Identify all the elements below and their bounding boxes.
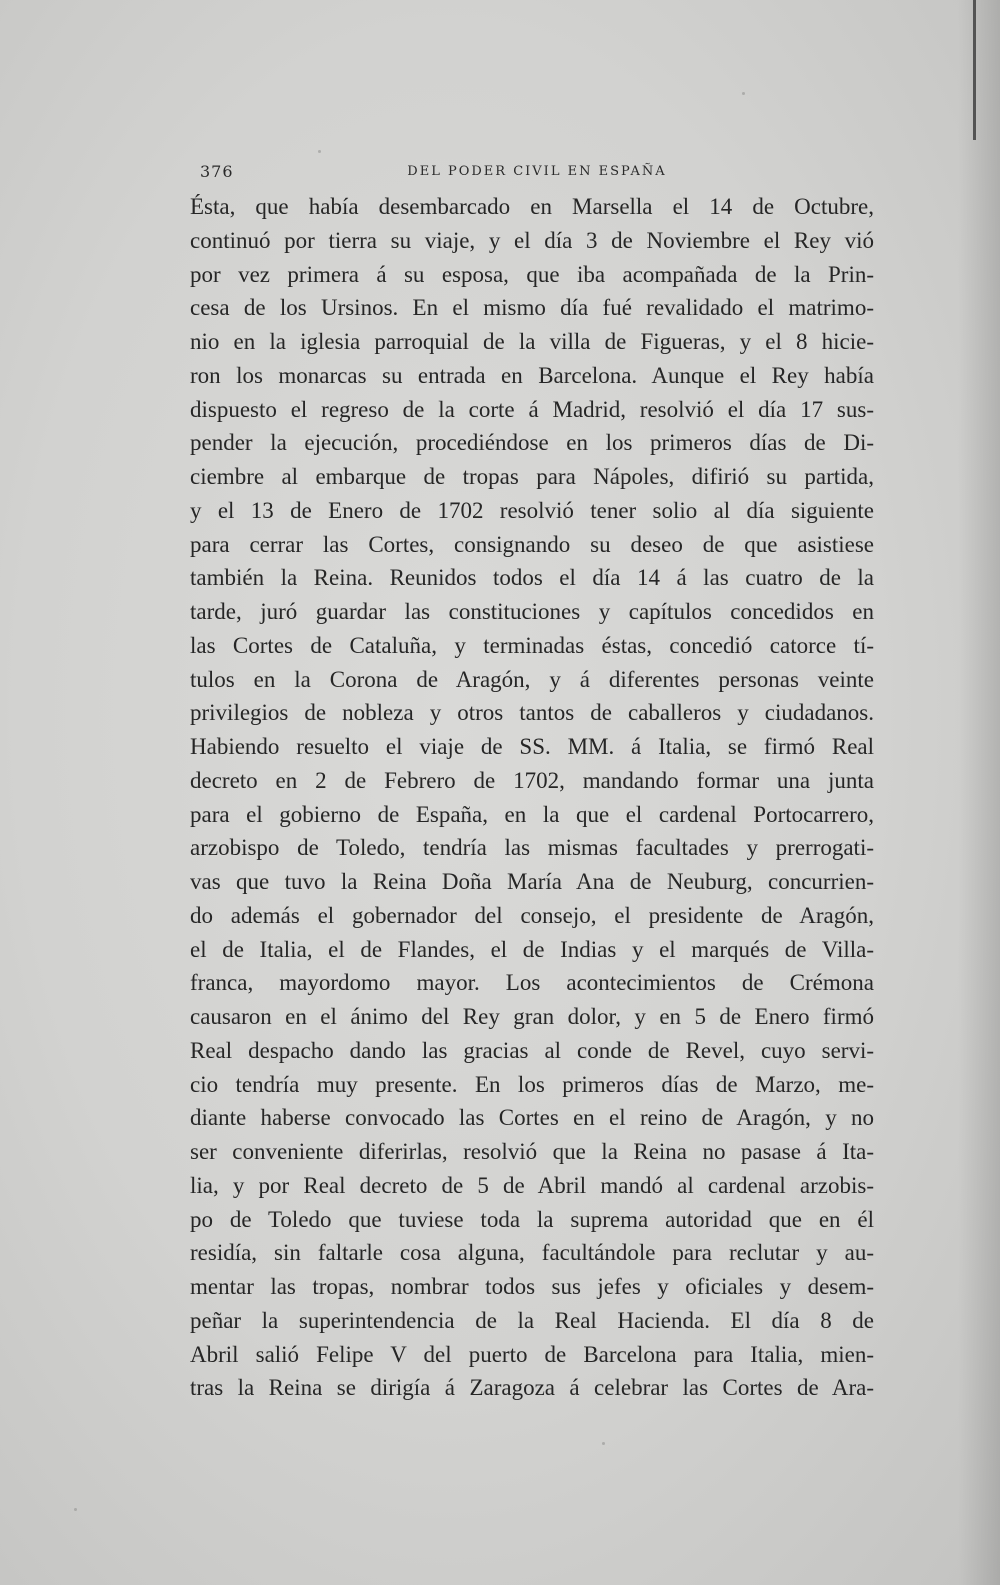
text-line: ciembre al embarque de tropas para Nápoles, difirió su partida,	[190, 464, 874, 489]
text-line: para cerrar las Cortes, consignando su deseo de que asistiese	[190, 531, 874, 557]
text-line: Real despacho dando las gracias al conde de Revel, cuyo servi-	[190, 1037, 874, 1063]
page-edge-shadow	[958, 0, 1000, 1585]
text-line: Habiendo resuelto el viaje de SS. MM. á Italia, se firmó Real	[190, 734, 874, 759]
text-line: mentar las tropas, nombrar todos sus jefes y oficiales y desem-	[190, 1274, 874, 1299]
text-line: cio tendría muy presente. En los primeros días de Marzo, me-	[190, 1071, 874, 1097]
text-line: para el gobierno de España, en la que el cardenal Portocarrero,	[190, 801, 874, 827]
page-edge-mark	[973, 0, 976, 140]
text-line: ser conveniente diferirlas, resolvió que la Reina no pasase á Ita-	[190, 1139, 874, 1164]
text-line: diante haberse convocado las Cortes en el reino de Aragón, y no	[190, 1105, 874, 1131]
text-line: decreto en 2 de Febrero de 1702, mandando formar una junta	[190, 767, 874, 793]
running-title: DEL PODER CIVIL EN ESPAÑA	[407, 164, 667, 179]
text-line: franca, mayordomo mayor. Los acontecimientos de Crémona	[190, 970, 874, 996]
text-line: dispuesto el regreso de la corte á Madrid, resolvió el día 17 sus-	[190, 396, 874, 422]
text-line: causaron en el ánimo del Rey gran dolor, y en 5 de Enero firmó	[190, 1004, 874, 1029]
text-line: el de Italia, el de Flandes, el de Indias y el marqués de Villa-	[190, 936, 874, 962]
text-line: privilegios de nobleza y otros tantos de caballeros y ciudadanos.	[190, 700, 874, 726]
text-line: las Cortes de Cataluña, y terminadas éstas, concedió catorce tí-	[190, 632, 874, 658]
text-line: por vez primera á su esposa, que iba acompañada de la Prin-	[190, 261, 874, 287]
text-line: continuó por tierra su viaje, y el día 3 de Noviembre el Rey vió	[190, 227, 874, 253]
text-line: arzobispo de Toledo, tendría las mismas facultades y prerrogati-	[190, 835, 874, 861]
page-number: 376	[200, 162, 234, 181]
text-line: ron los monarcas su entrada en Barcelona. Aunque el Rey había	[190, 362, 874, 388]
paper-speck	[742, 92, 745, 95]
text-line: Ésta, que había desembarcado en Marsella el 14 de Octubre,	[190, 194, 874, 219]
paper-speck	[74, 1508, 77, 1511]
text-line: tarde, juró guardar las constituciones y capítulos concedidos en	[190, 599, 874, 624]
page-header	[200, 162, 874, 184]
text-line: nio en la iglesia parroquial de la villa de Figueras, y el 8 hicie-	[190, 329, 874, 354]
text-line: residía, sin faltarle cosa alguna, facultándole para reclutar y au-	[190, 1240, 874, 1266]
text-line: do además el gobernador del consejo, el presidente de Aragón,	[190, 902, 874, 928]
body-text	[190, 190, 874, 1405]
text-line: cesa de los Ursinos. En el mismo día fué revalidado el matrimo-	[190, 295, 874, 321]
text-line: Abril salió Felipe V del puerto de Barcelona para Italia, mien-	[190, 1341, 874, 1367]
paper-speck	[318, 150, 321, 153]
text-line: lia, y por Real decreto de 5 de Abril mandó al cardenal arzobis-	[190, 1172, 874, 1198]
text-line: y el 13 de Enero de 1702 resolvió tener solio al día siguiente	[190, 497, 874, 523]
text-line: vas que tuvo la Reina Doña María Ana de Neuburg, concurrien-	[190, 869, 874, 894]
text-line: también la Reina. Reunidos todos el día 14 á las cuatro de la	[190, 565, 874, 591]
paper-speck	[602, 1442, 605, 1445]
text-line: peñar la superintendencia de la Real Hacienda. El día 8 de	[190, 1307, 874, 1333]
text-line: tulos en la Corona de Aragón, y á diferentes personas veinte	[190, 666, 874, 692]
text-line: pender la ejecución, procediéndose en los primeros días de Di-	[190, 430, 874, 456]
text-line: tras la Reina se dirigía á Zaragoza á celebrar las Cortes de Ara-	[190, 1375, 874, 1401]
text-line: po de Toledo que tuviese toda la suprema autoridad que en él	[190, 1206, 874, 1232]
